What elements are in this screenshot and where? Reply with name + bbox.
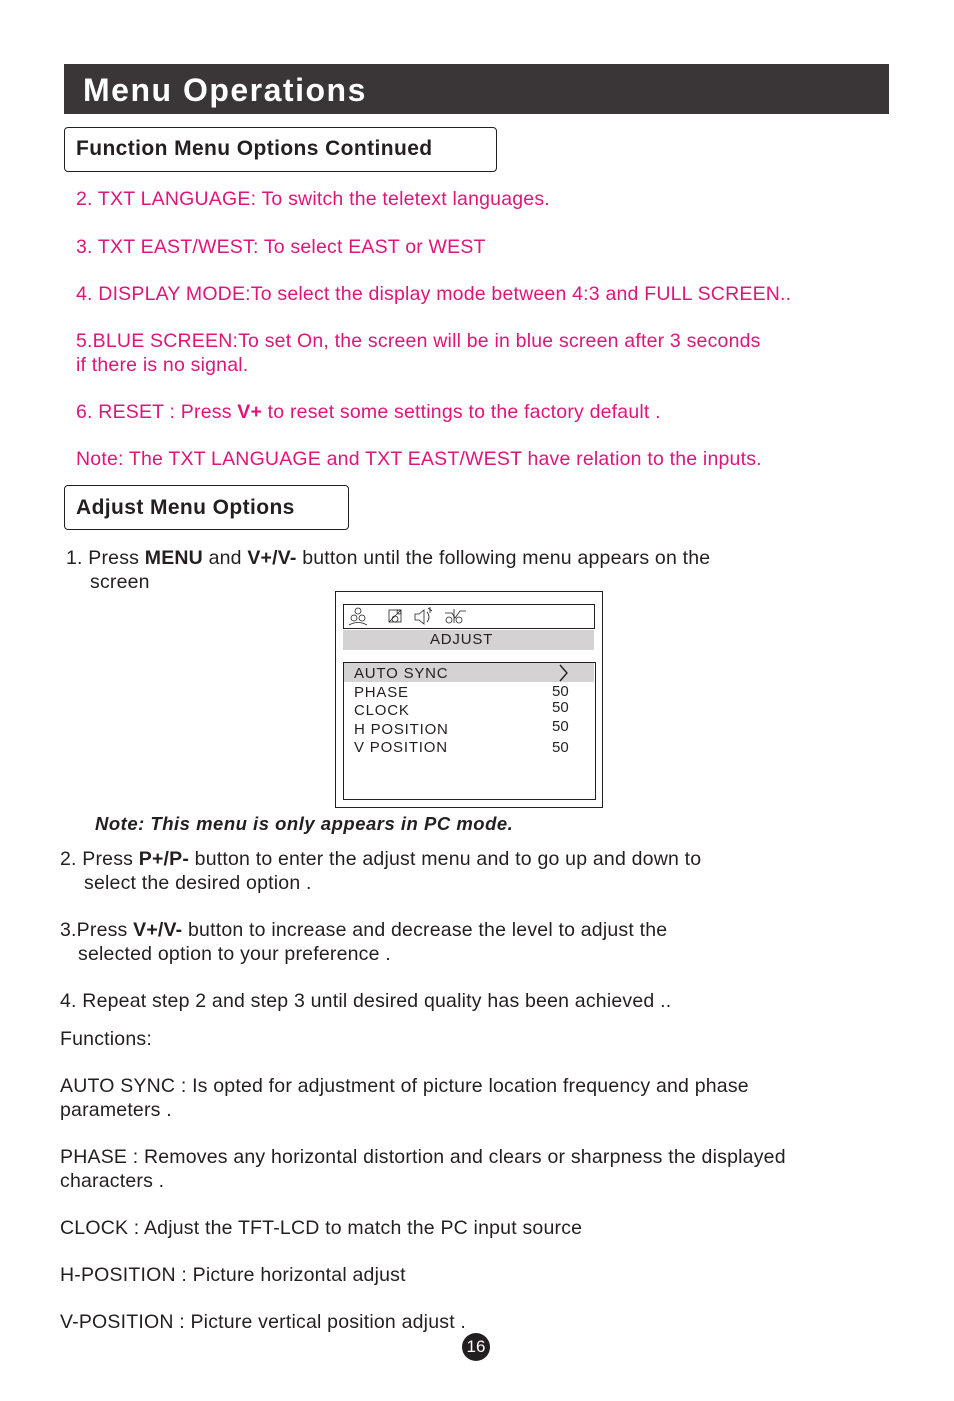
program-key: P+/P- <box>138 848 190 870</box>
step-2 <box>60 847 701 871</box>
osd-value-v-position: 50 <box>552 739 569 756</box>
txt-east-west-item: 3. TXT EAST/WEST: To select EAST or WEST <box>76 236 486 258</box>
step-1 <box>66 546 710 570</box>
osd-header-label: ADJUST <box>430 631 494 648</box>
pc-mode-note: Note: This menu is only appears in PC mode. <box>95 813 514 834</box>
functions-label: Functions: <box>60 1028 152 1050</box>
step-1-line2: screen <box>90 571 150 593</box>
osd-value-h-position: 50 <box>552 718 569 735</box>
reset-post: to reset some settings to the factory default . <box>262 401 661 423</box>
section-header-function-menu <box>64 127 497 172</box>
display-mode-item: 4. DISPLAY MODE:To select the display mode between 4:3 and FULL SCREEN.. <box>76 283 792 305</box>
function-icon <box>445 609 466 623</box>
osd-item-h-position: H POSITION <box>354 721 449 738</box>
chevron-right-icon <box>558 664 570 682</box>
step-2-post: button to enter the adjust menu and to go up and down to <box>189 848 702 870</box>
step-4: 4. Repeat step 2 and step 3 until desired quality has been achieved .. <box>60 990 672 1012</box>
menu-key: MENU <box>144 547 203 569</box>
osd-value-phase: 50 <box>552 683 569 700</box>
osd-value-clock: 50 <box>552 699 569 716</box>
sound-icon <box>415 607 432 624</box>
osd-item-clock: CLOCK <box>354 702 410 719</box>
osd-icon-bar <box>343 604 595 629</box>
adjust-icon <box>389 610 401 622</box>
step-1-mid: and <box>202 547 248 569</box>
osd-item-auto-sync: AUTO SYNC <box>354 665 449 682</box>
step-3-line2: selected option to your preference . <box>78 943 391 965</box>
auto-sync-description-line2: parameters . <box>60 1099 172 1121</box>
step-3-post: button to increase and decrease the level to adjust the <box>182 919 668 941</box>
osd-item-v-position: V POSITION <box>354 739 448 756</box>
section-title: Adjust Menu Options <box>76 496 295 519</box>
phase-description-line2: characters . <box>60 1170 165 1192</box>
txt-language-item: 2. TXT LANGUAGE: To switch the teletext languages. <box>76 188 550 210</box>
title-bar <box>64 64 889 114</box>
volume-key: V+/V- <box>247 547 297 569</box>
relation-note: Note: The TXT LANGUAGE and TXT EAST/WEST have relation to the inputs. <box>76 448 762 470</box>
section-header-adjust-menu <box>64 485 349 530</box>
step-1-pre: 1. Press <box>66 547 145 569</box>
v-position-description: V-POSITION : Picture vertical position adjust . <box>60 1311 467 1333</box>
step-3-pre: 3.Press <box>60 919 134 941</box>
osd-item-phase: PHASE <box>354 684 409 701</box>
auto-sync-description: AUTO SYNC : Is opted for adjustment of picture location frequency and phase <box>60 1075 749 1097</box>
reset-pre: 6. RESET : Press <box>76 401 238 423</box>
reset-item <box>76 400 661 424</box>
step-2-pre: 2. Press <box>60 848 139 870</box>
osd-header <box>343 630 594 650</box>
step-1-post: button until the following menu appears on the <box>296 547 711 569</box>
clock-description: CLOCK : Adjust the TFT-LCD to match the PC input source <box>60 1217 583 1239</box>
step-3 <box>60 918 667 942</box>
blue-screen-item: 5.BLUE SCREEN:To set On, the screen will be in blue screen after 3 seconds <box>76 330 761 352</box>
volume-key: V+/V- <box>133 919 183 941</box>
picture-icon <box>349 608 367 625</box>
h-position-description: H-POSITION : Picture horizontal adjust <box>60 1264 406 1286</box>
section-title: Function Menu Options Continued <box>76 137 433 160</box>
reset-key: V+ <box>237 401 263 423</box>
phase-description: PHASE : Removes any horizontal distortion and clears or sharpness the displayed <box>60 1146 786 1168</box>
blue-screen-item-line2: if there is no signal. <box>76 354 249 376</box>
step-2-line2: select the desired option . <box>84 872 312 894</box>
page-number: 16 <box>462 1333 490 1361</box>
page-title: Menu Operations <box>83 72 367 108</box>
